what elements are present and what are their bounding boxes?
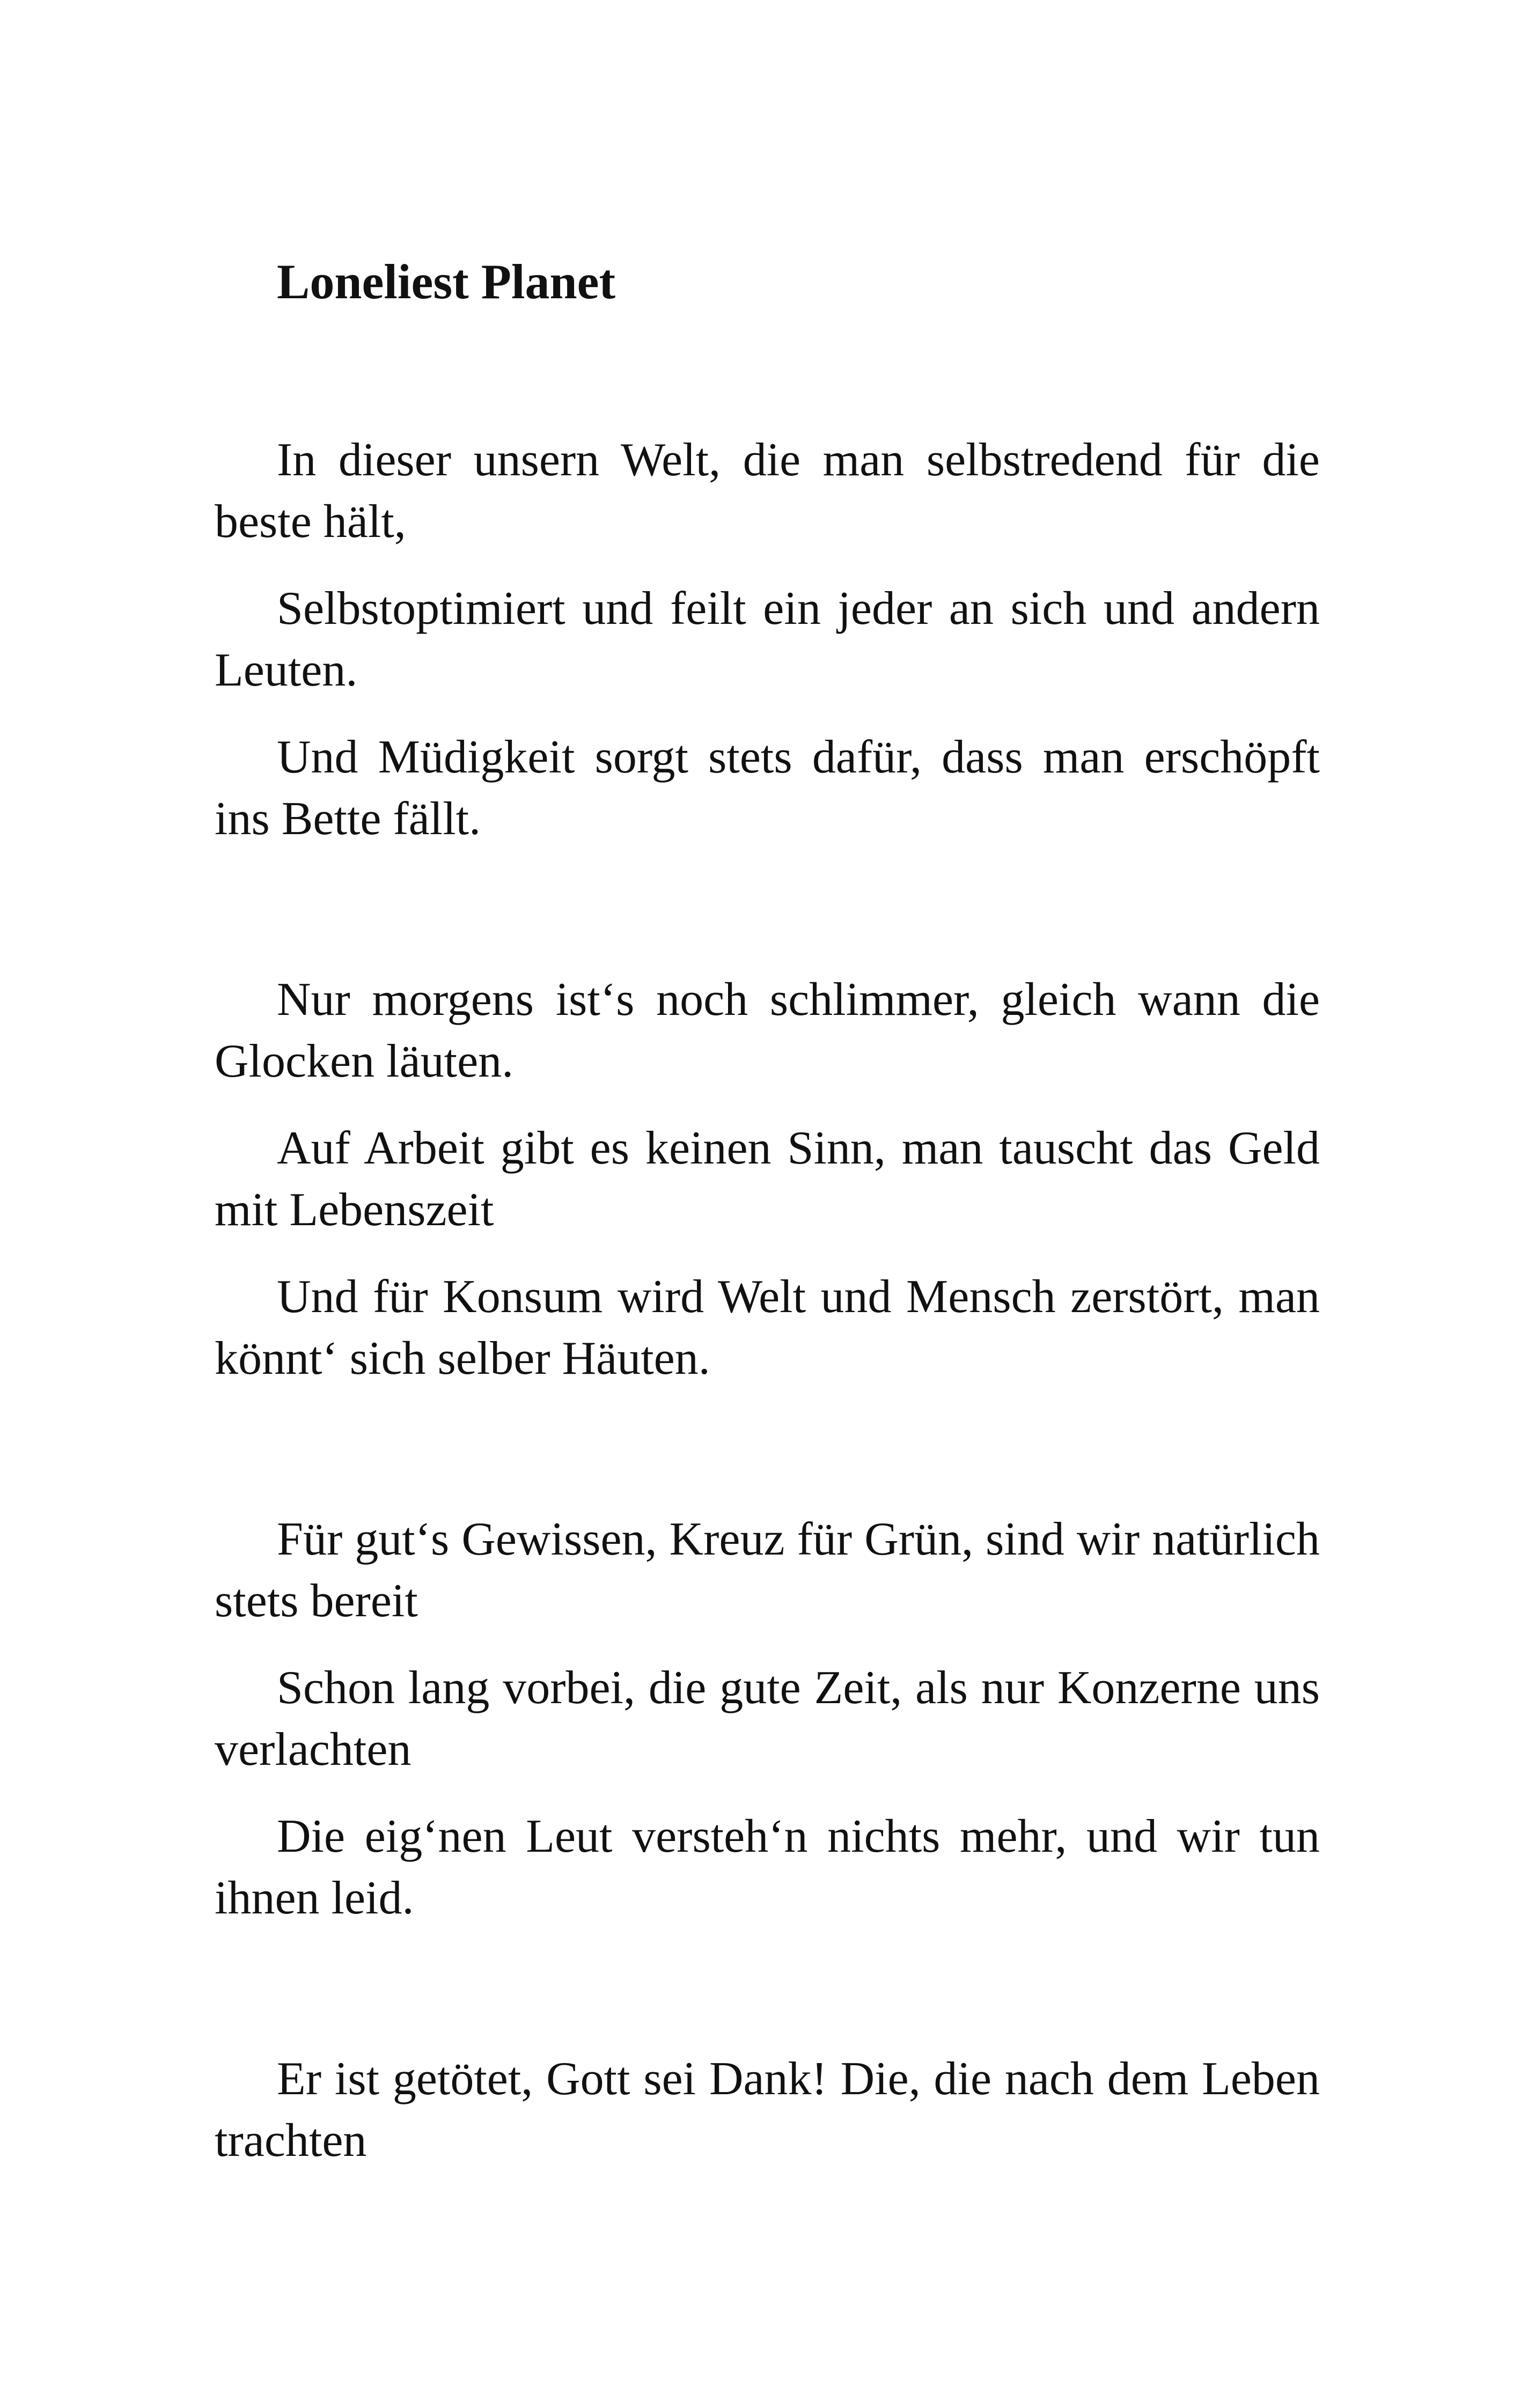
verse-line: Selbstoptimiert und feilt ein jeder an sich und andern Leuten. xyxy=(215,583,1320,696)
verse-line: Die eig‘nen Leut versteh‘n nichts mehr, und wir tun ihnen leid. xyxy=(215,1810,1320,1924)
verse-line: In dieser unsern Welt, die man selbstredend für die beste hält, xyxy=(215,434,1320,548)
poem-body xyxy=(215,429,1320,2171)
verse-line: Er ist getötet, Gott sei Dank! Die, die nach dem Leben trachten xyxy=(215,2053,1320,2167)
poem-title: Loneliest Planet xyxy=(277,254,616,309)
stanza-2 xyxy=(215,969,1320,1389)
verse-line: Schon lang vorbei, die gute Zeit, als nur Konzerne uns verlachten xyxy=(215,1662,1320,1776)
verse-line: Nur morgens ist‘s noch schlimmer, gleich wann die Glocken läuten. xyxy=(215,974,1320,1087)
verse-line: Und Müdigkeit sorgt stets dafür, dass man erschöpft ins Bette fällt. xyxy=(215,731,1320,845)
verse-line: Auf Arbeit gibt es keinen Sinn, man tauscht das Geld mit Lebenszeit xyxy=(215,1122,1320,1236)
stanza-1 xyxy=(215,429,1320,850)
stanza-3 xyxy=(215,1508,1320,1929)
verse-line: Und für Konsum wird Welt und Mensch zerstört, man könnt‘ sich selber Häuten. xyxy=(215,1271,1320,1385)
stanza-4 xyxy=(215,2048,1320,2171)
verse-line: Für gut‘s Gewissen, Kreuz für Grün, sind wir natürlich stets bereit xyxy=(215,1513,1320,1627)
